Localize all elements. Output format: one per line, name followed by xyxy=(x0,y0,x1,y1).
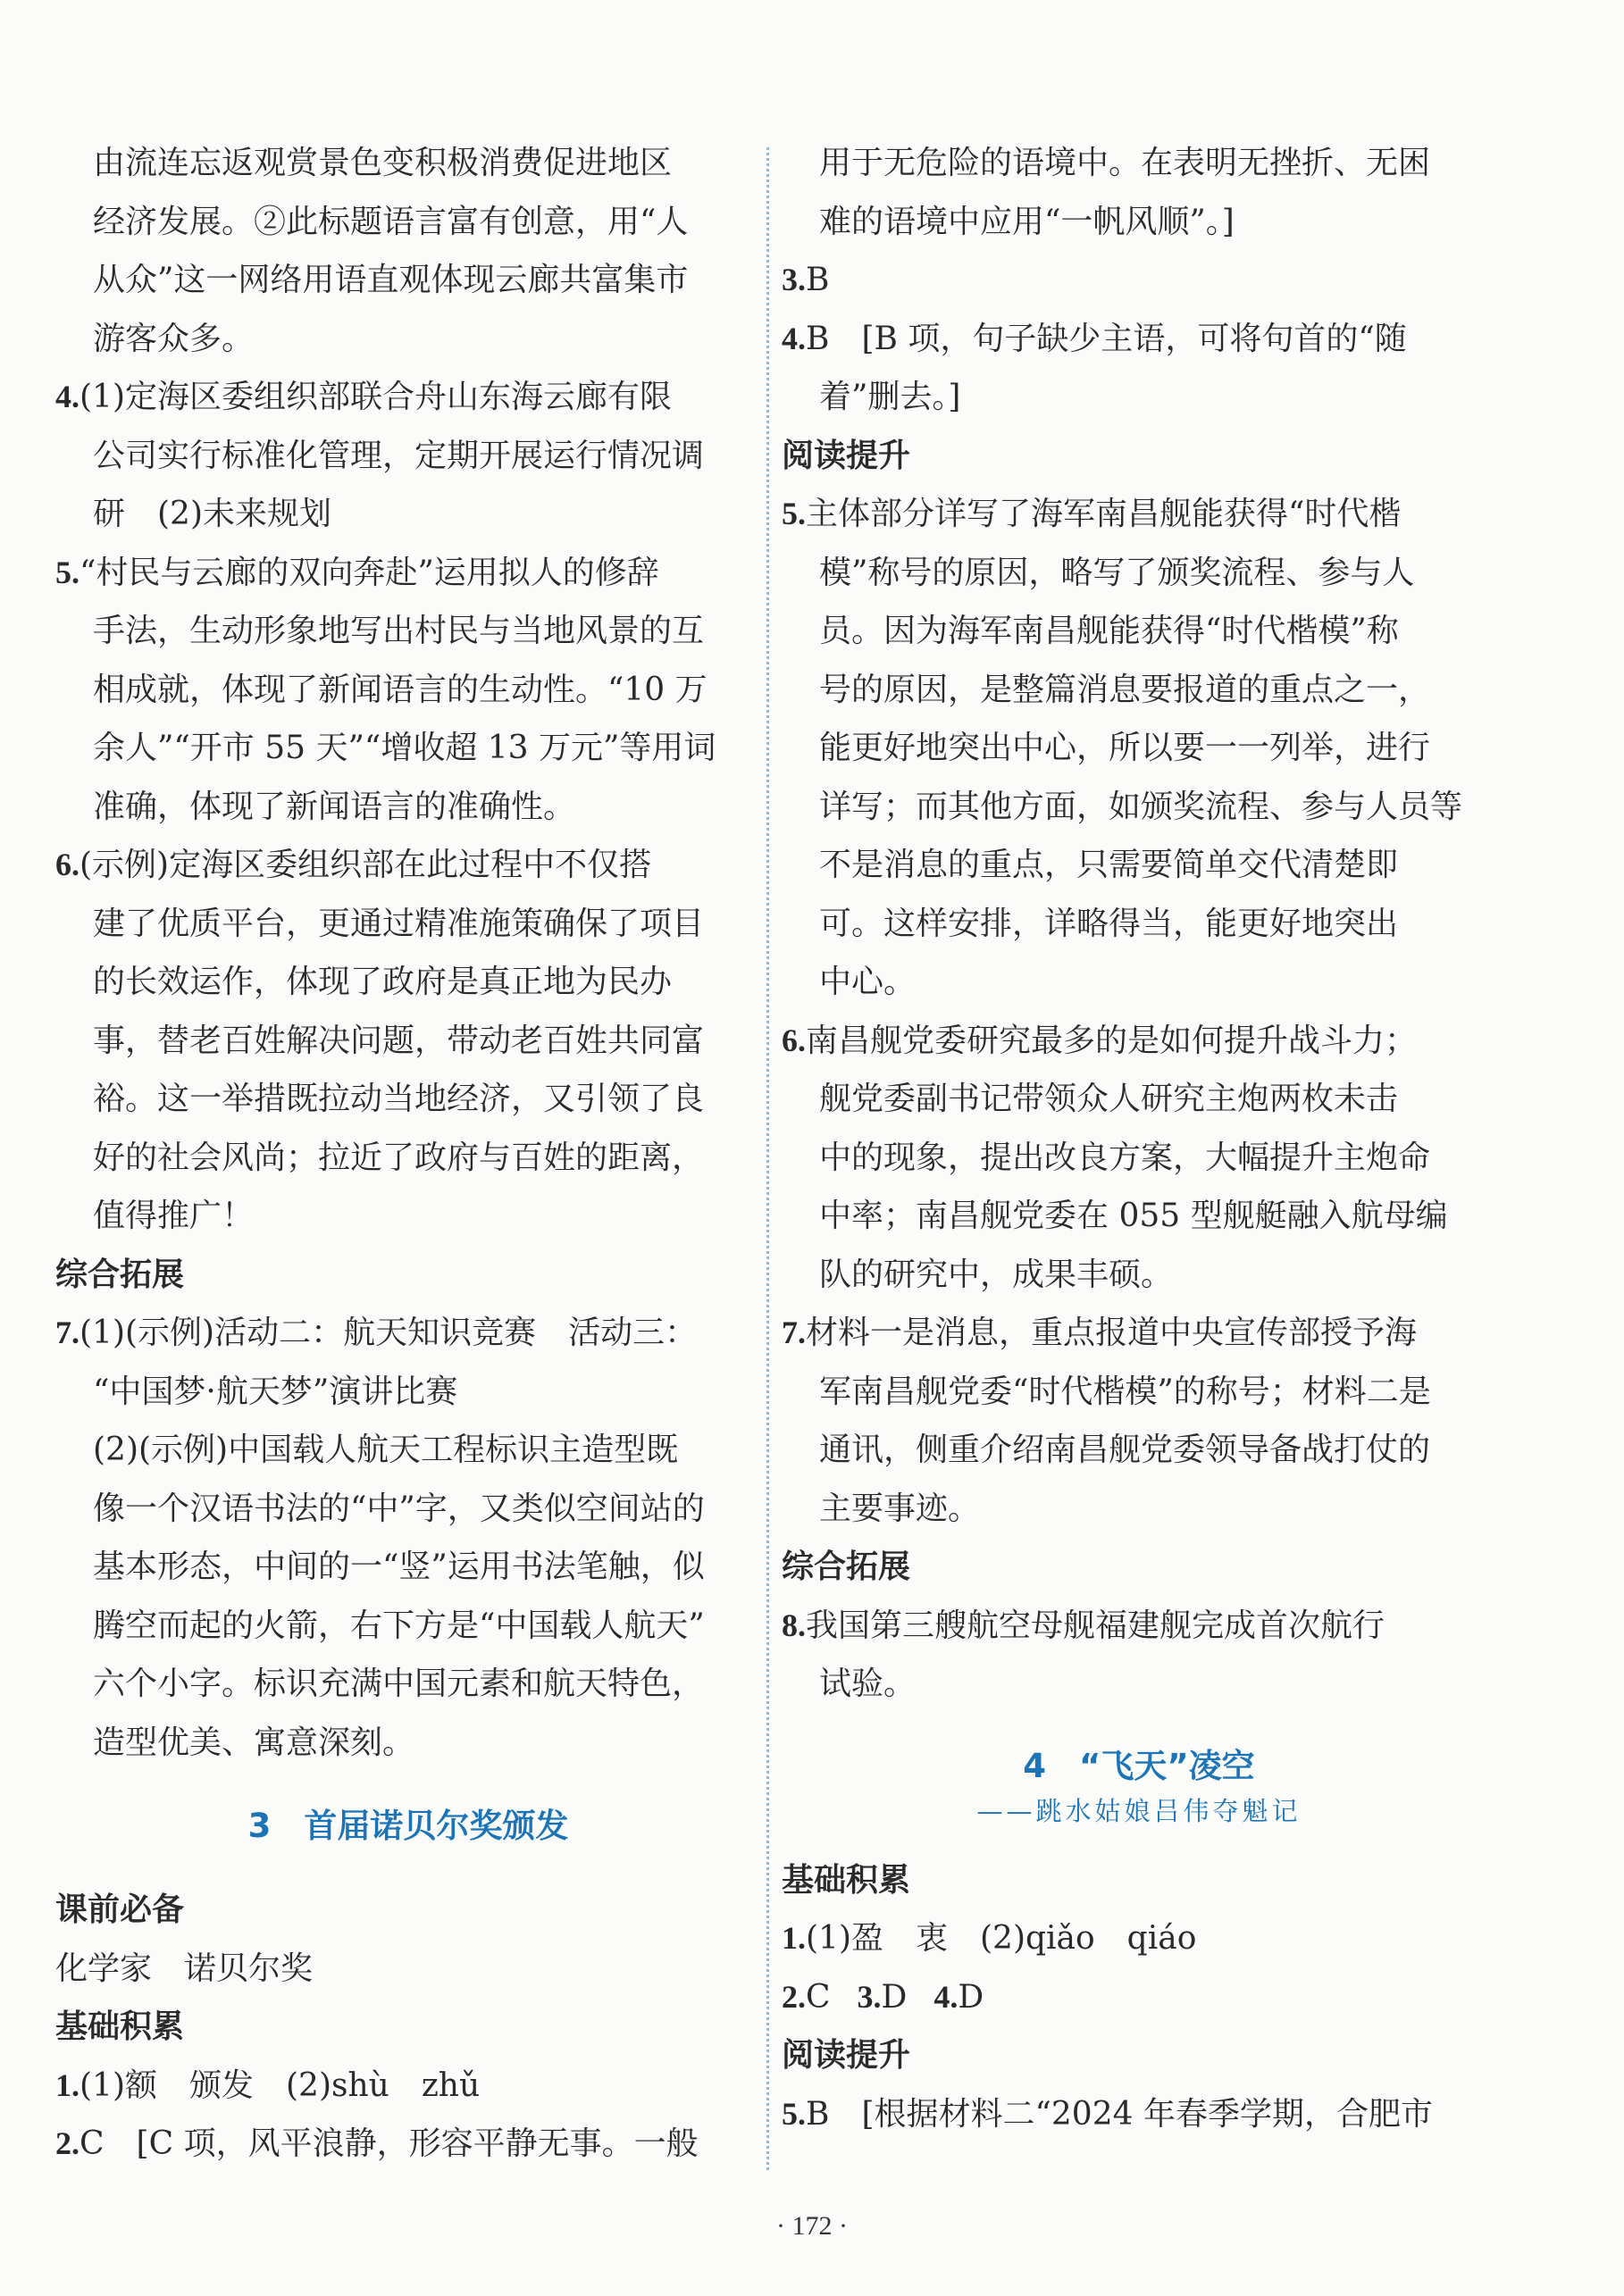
text-line: 经济发展。②此标题语言富有创意，用“人 xyxy=(93,203,689,240)
column-divider xyxy=(766,147,769,2170)
text-line: 主要事迹。 xyxy=(819,1490,981,1527)
text-line: 详写；而其他方面，如颁奖流程、参与人员等 xyxy=(819,788,1463,825)
text-line: 可。这样安排，详略得当，能更好地突出 xyxy=(819,905,1399,942)
text-line: 5.主体部分详写了海军南昌舰能获得“时代楷 xyxy=(782,496,1402,532)
text-line: 研 (2)未来规划 xyxy=(93,496,331,532)
text-line: 模”称号的原因，略写了颁奖流程、参与人 xyxy=(819,554,1415,591)
question-number: 5. xyxy=(782,496,806,531)
text-line: 造型优美、寓意深刻。 xyxy=(93,1724,415,1761)
text-line: 员。因为海军南昌舰能获得“时代楷模”称 xyxy=(819,613,1399,649)
section-heading: 阅读提升 xyxy=(782,437,911,474)
question-number: 5. xyxy=(782,2095,806,2132)
text-line: 像一个汉语书法的“中”字，又类似空间站的 xyxy=(93,1490,705,1527)
text-line: 腾空而起的火箭，右下方是“中国载人航天” xyxy=(93,1607,705,1644)
text-line: 从众”这一网络用语直观体现云廊共富集市 xyxy=(93,262,689,298)
page-number: · 172 · xyxy=(776,2211,848,2241)
section-heading: 课前必备 xyxy=(55,1891,185,1928)
answer-6 xyxy=(55,836,761,1246)
question-number: 6. xyxy=(782,1022,806,1058)
text-line: 用于无危险的语境中。在表明无挫折、无困 xyxy=(819,145,1431,181)
section-heading: 阅读提升 xyxy=(782,2037,911,2074)
question-number: 5. xyxy=(55,554,80,590)
section-heading: 基础积累 xyxy=(55,2008,185,2045)
question-number: 3. xyxy=(782,262,806,297)
question-number: 6. xyxy=(55,847,80,882)
answer-5 xyxy=(55,544,761,837)
text-line: 中心。 xyxy=(819,964,917,1000)
text-line: 余人”“开市 55 天”“增收超 13 万元”等用词 xyxy=(93,730,716,766)
text-line: 4.B [B 项，句子缺少主语，可将句首的“随 xyxy=(782,320,1407,357)
question-number: 7. xyxy=(55,1315,80,1350)
answer-1: 1.(1)额 颁发 (2)shù zhǔ xyxy=(55,2066,481,2104)
text-line: 游客众多。 xyxy=(93,320,255,357)
question-number: 8. xyxy=(782,1607,806,1643)
text-line: 5.“村民与云廊的双向奔赴”运用拟人的修辞 xyxy=(55,554,659,591)
text-line: 舰党委副书记带领众人研究主炮两枚未击 xyxy=(819,1081,1399,1117)
question-number: 3. xyxy=(857,1978,882,2015)
question-number: 4. xyxy=(782,320,806,356)
text-line: 好的社会风尚；拉近了政府与百姓的距离， xyxy=(93,1139,705,1176)
answer-7 xyxy=(782,1304,1496,1538)
text-line: 8.我国第三艘航空母舰福建舰完成首次航行 xyxy=(782,1607,1385,1644)
question-number: 2. xyxy=(55,2125,80,2161)
right-column xyxy=(782,134,1496,2143)
section-heading: 综合拓展 xyxy=(782,1549,911,1585)
answer-5: 5.B [根据材料二“2024 年春季学期，合肥市 xyxy=(782,2095,1433,2133)
question-number: 4. xyxy=(933,1978,958,2015)
text-line: 值得推广！ xyxy=(93,1198,255,1234)
text-line: 4.(1)定海区委组织部联合舟山东海云廊有限 xyxy=(55,379,672,415)
lesson-title: 4 “飞天”凌空 xyxy=(1023,1746,1255,1785)
text-line: 7.材料一是消息，重点报道中央宣传部授予海 xyxy=(782,1315,1418,1351)
text-line: 通讯，侧重介绍南昌舰党委领导备战打仗的 xyxy=(819,1432,1431,1468)
text-line: 6.南昌舰党委研究最多的是如何提升战斗力； xyxy=(782,1022,1418,1059)
text-line: 事，替老百姓解决问题，带动老百姓共同富 xyxy=(93,1022,705,1059)
answer-4 xyxy=(55,368,761,544)
question-number: 1. xyxy=(782,1920,806,1956)
text-line: 能更好地突出中心，所以要一一列举，进行 xyxy=(819,730,1431,766)
text-line: 试验。 xyxy=(819,1666,917,1702)
question-number: 2. xyxy=(782,1978,806,2015)
text-line: 公司实行标准化管理，定期开展运行情况调 xyxy=(93,437,705,474)
text-line: 由流连忘返观赏景色变积极消费促进地区 xyxy=(93,145,673,181)
answer-5 xyxy=(782,485,1496,1012)
section-heading: 综合拓展 xyxy=(55,1256,185,1293)
text-line: 队的研究中，成果丰硕。 xyxy=(819,1256,1174,1293)
q2-continuation xyxy=(782,134,1496,251)
q3-continuation xyxy=(55,134,761,368)
text-line: 基本形态，中间的一“竖”运用书法笔触，似 xyxy=(93,1549,705,1585)
answer-7 xyxy=(55,1304,761,1772)
text-line: 手法，生动形象地写出村民与当地风景的互 xyxy=(93,613,705,649)
question-number: 1. xyxy=(55,2066,80,2103)
left-column xyxy=(55,134,761,2174)
text-line: 的长效运作，体现了政府是真正地为民办 xyxy=(93,964,673,1000)
answer-8 xyxy=(782,1597,1496,1714)
section-heading: 基础积累 xyxy=(782,1861,911,1899)
text-line: 建了优质平台，更通过精准施策确保了项目 xyxy=(93,905,705,942)
lesson-subtitle: ——跳水姑娘吕伟夺魁记 xyxy=(976,1795,1302,1826)
text-line: 着”删去。] xyxy=(819,379,961,415)
answer-3: 3.B xyxy=(782,262,830,298)
lesson-title: 3 首届诺贝尔奖颁发 xyxy=(247,1807,569,1845)
text-line: 中率；南昌舰党委在 055 型舰艇融入航母编 xyxy=(819,1198,1448,1234)
text-line: 准确，体现了新闻语言的准确性。 xyxy=(93,788,576,825)
text-line: 难的语境中应用“一帆风顺”。] xyxy=(819,203,1235,240)
text-line: 号的原因，是整篇消息要报道的重点之一， xyxy=(819,671,1431,708)
text-line: 裕。这一举措既拉动当地经济，又引领了良 xyxy=(93,1081,705,1117)
text-line: (2)(示例)中国载人航天工程标识主造型既 xyxy=(93,1432,679,1468)
text-line: 不是消息的重点，只需要简单交代清楚即 xyxy=(819,847,1399,883)
question-number: 7. xyxy=(782,1315,806,1350)
answer-6 xyxy=(782,1012,1496,1305)
text-line: 中的现象，提出改良方案，大幅提升主炮命 xyxy=(819,1139,1431,1176)
text-line: 6.(示例)定海区委组织部在此过程中不仅搭 xyxy=(55,847,652,883)
text-line: 六个小字。标识充满中国元素和航天特色， xyxy=(93,1666,705,1702)
question-number: 4. xyxy=(55,379,80,414)
text-line: 相成就，体现了新闻语言的生动性。“10 万 xyxy=(93,671,707,708)
text-line: 军南昌舰党委“时代楷模”的称号；材料二是 xyxy=(819,1373,1431,1410)
text-line: 7.(1)(示例)活动二：航天知识竞赛 活动三： xyxy=(55,1315,698,1351)
prep-answer: 化学家 诺贝尔奖 xyxy=(55,1950,314,1987)
text-line: “中国梦·航天梦”演讲比赛 xyxy=(93,1373,458,1410)
answer-2: 2.C [C 项，风平浪静，形容平静无事。一般 xyxy=(55,2125,699,2162)
answer-1: 1.(1)盈 衷 (2)qiǎo qiáo xyxy=(782,1920,1197,1957)
answers-2-3-4: 2.C 3.D 4.D xyxy=(782,1978,984,2016)
answer-4 xyxy=(782,310,1496,427)
